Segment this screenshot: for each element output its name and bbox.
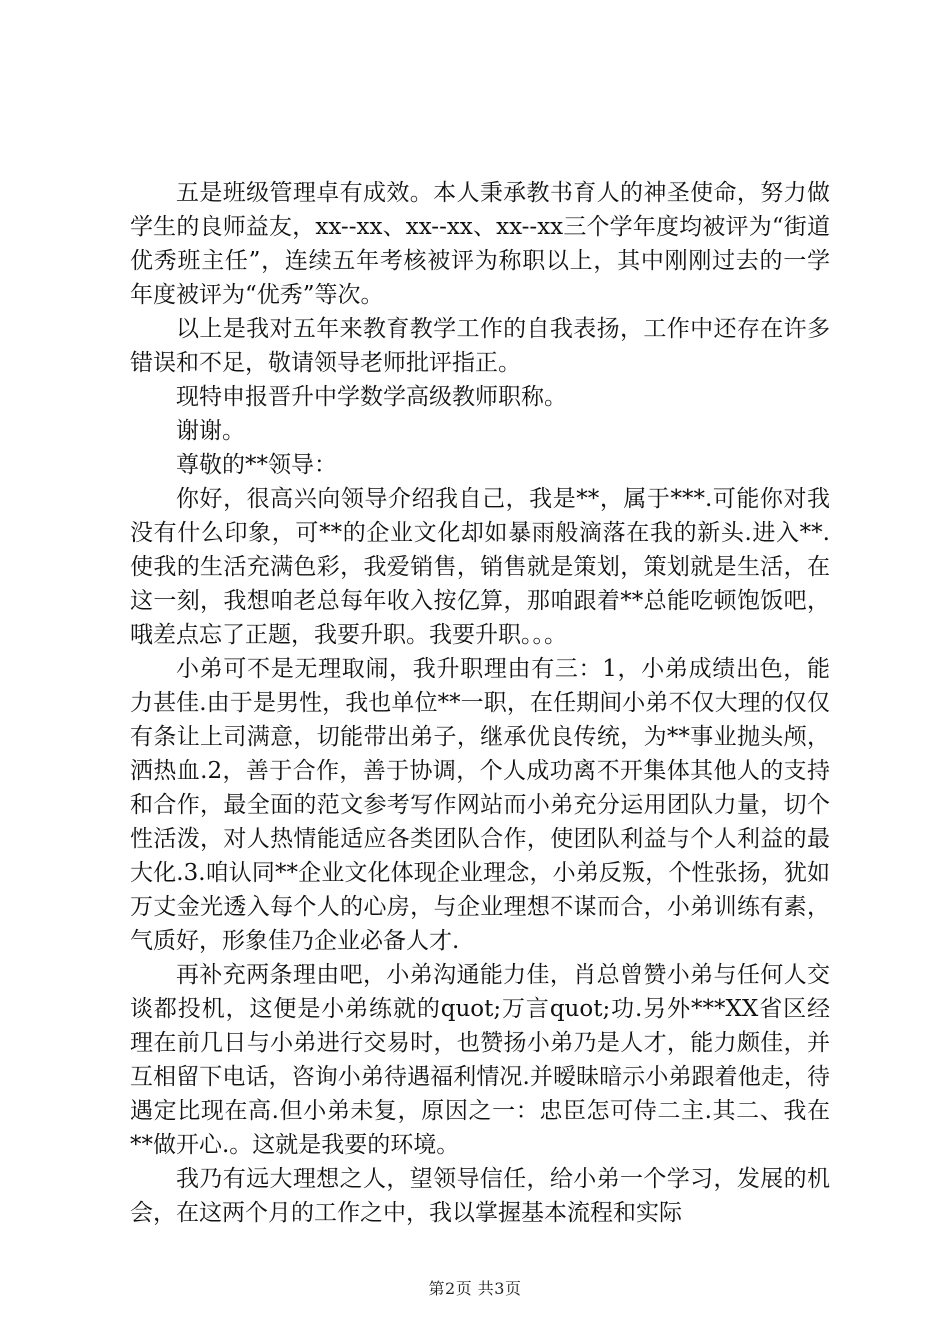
paragraph: 尊敬的**领导： — [176, 452, 337, 478]
paragraph: 你好，很高兴向领导介绍我自己，我是**，属于***.可能你对我没有什么印象，可**的企业文化却如暴雨般滴落在我的新头.进入**.使我的生活充满色彩，我爱销售，销售就是策划，策划就是生活，在这一刻，我想咱老总每年收入按亿算，那咱跟着**总能吃顿饱饭吧，哦差点忘了正题，我要升职。我要升职。。。 — [130, 486, 830, 648]
page-number-footer: 第2页 共3页 — [428, 1279, 522, 1298]
paragraph: 小弟可不是无理取闹，我升职理由有三：1，小弟成绩出色，能力甚佳.由于是男性，我也单位**一职，在任期间小弟不仅大理的仅仅有条让上司满意，切能带出弟子，继承优良传统，为**事业抛头颅，洒热血.2，善于合作，善于协调，个人成功离不开集体其他人的支持和合作，最全面的范文参考写作网站而小弟充分运用团队力量，切个性活泼，对人热情能适应各类团队合作，使团队利益与个人利益的最大化.3.咱认同**企业文化体现企业理念，小弟反叛，个性张扬，犹如万丈金光透入每个人的心房，与企业理想不谋而合，小弟训练有素，气质好，形象佳乃企业必备人才. — [130, 656, 830, 954]
paragraph: 我乃有远大理想之人，望领导信任，给小弟一个学习，发展的机会，在这两个月的工作之中，我以掌握基本流程和实际 — [130, 1166, 830, 1226]
paragraph: 五是班级管理卓有成效。本人秉承教书育人的神圣使命，努力做学生的良师益友，xx--xx、xx--xx、xx--xx三个学年度均被评为“街道优秀班主任”，连续五年考核被评为称职以上，其中刚刚过去的一学年度被评为“优秀”等次。 — [130, 180, 830, 308]
paragraph: 再补充两条理由吧，小弟沟通能力佳，肖总曾赞小弟与任何人交谈都投机，这便是小弟练就的quot;万言quot;功.另外***XX省区经理在前几日与小弟进行交易时，也赞扬小弟乃是人才，能力颇佳，并互相留下电话，咨询小弟待遇福利情况.并暧昧暗示小弟跟着他走，待遇定比现在高.但小弟未复，原因之一：忠臣怎可侍二主.其二、我在**做开心.。这就是我要的环境。 — [130, 962, 830, 1158]
paragraph: 谢谢。 — [176, 418, 245, 444]
paragraph: 以上是我对五年来教育教学工作的自我表扬，工作中还存在许多错误和不足，敬请领导老师批评指正。 — [130, 316, 830, 376]
paragraph: 现特申报晋升中学数学高级教师职称。 — [176, 384, 567, 410]
document-body — [130, 176, 830, 1230]
